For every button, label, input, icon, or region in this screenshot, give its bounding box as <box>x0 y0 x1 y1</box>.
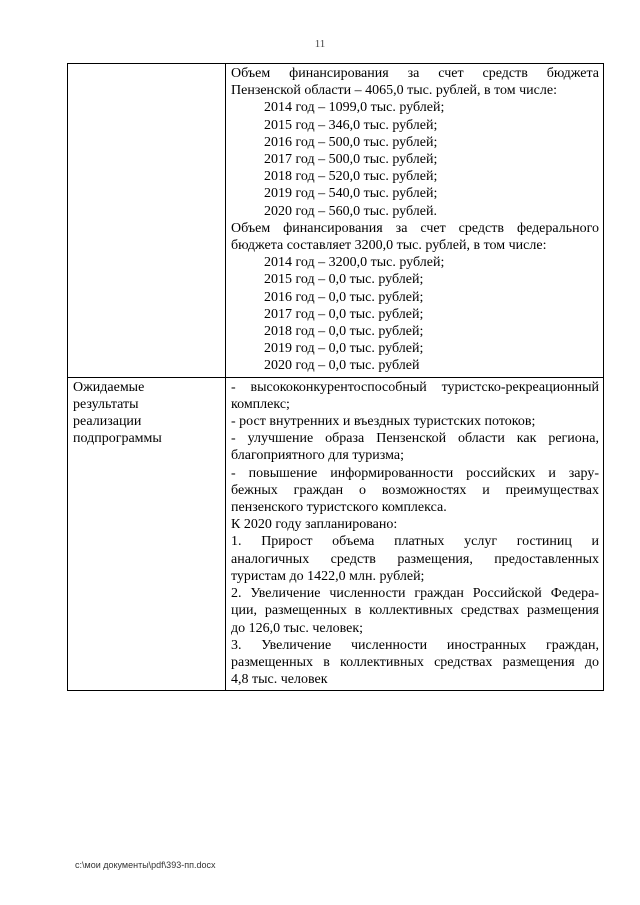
planned-item-3-cont: размещенных в коллективных средствах размещения до <box>231 654 599 670</box>
subprogram-passport-table <box>67 63 604 691</box>
federal-year-2017: 2017 год – 0,0 тыс. рублей; <box>264 306 424 322</box>
regional-year-2019: 2019 год – 540,0 тыс. рублей; <box>264 186 438 202</box>
federal-year-2020: 2020 год – 0,0 тыс. рублей <box>264 358 420 374</box>
regional-year-2018: 2018 год – 520,0 тыс. рублей; <box>264 169 438 185</box>
results-content-cell <box>226 377 604 691</box>
regional-year-2020: 2020 год – 560,0 тыс. рублей. <box>264 203 437 219</box>
federal-financing-intro: Объем финансирования за счет средств федерального <box>231 220 599 236</box>
results-label-cell <box>68 377 226 691</box>
result-item-awareness-end: пензенского туристского комплекса. <box>231 500 447 516</box>
regional-financing-intro: Объем финансирования за счет средств бюджета <box>231 66 599 81</box>
federal-year-2018: 2018 год – 0,0 тыс. рублей; <box>264 324 424 340</box>
federal-year-2015: 2015 год – 0,0 тыс. рублей; <box>264 272 424 288</box>
planned-item-2-end: до 126,0 тыс. человек; <box>231 620 364 636</box>
result-item-complex-end: комплекс; <box>231 396 290 412</box>
result-item-awareness-cont: бежных граждан о возможностях и преимуществах <box>231 482 599 498</box>
regional-year-2014: 2014 год – 1099,0 тыс. рублей; <box>264 100 445 116</box>
results-label-line: Ожидаемые <box>73 379 145 395</box>
planned-item-1-cont: аналогичных средств размещения, предоставленных <box>231 551 599 567</box>
page-number: 11 <box>314 38 326 50</box>
financing-row <box>68 64 604 378</box>
regional-year-2015: 2015 год – 346,0 тыс. рублей; <box>264 117 438 133</box>
financing-content-cell <box>226 64 604 378</box>
federal-financing-total: бюджета составляет 3200,0 тыс. рублей, в том числе: <box>231 238 547 254</box>
result-item-awareness: - повышение информированности российских и зару- <box>231 465 599 481</box>
document-file-path: c:\мои документы\pdf\393-пп.docx <box>75 860 216 870</box>
results-label-line: результаты <box>73 396 139 412</box>
results-row <box>68 377 604 691</box>
result-item-complex: - высококонкурентоспособный туристско-рекреационный <box>231 379 599 395</box>
results-label-line: реализации <box>73 414 142 430</box>
regional-financing-total: Пензенской области – 4065,0 тыс. рублей, в том числе: <box>231 83 557 99</box>
federal-year-2016: 2016 год – 0,0 тыс. рублей; <box>264 289 424 305</box>
result-item-region-image: - улучшение образа Пензенской области как региона, <box>231 431 599 447</box>
result-item-tourist-flows: - рост внутренних и въездных туристских потоков; <box>231 414 536 430</box>
planned-by-2020-heading: К 2020 году запланировано: <box>231 517 398 533</box>
result-item-region-image-end: благоприятного для туризма; <box>231 448 404 464</box>
regional-year-2017: 2017 год – 500,0 тыс. рублей; <box>264 152 438 168</box>
planned-item-1: 1. Прирост объема платных услуг гостиниц и <box>231 534 599 550</box>
financing-label-cell <box>68 64 226 378</box>
federal-year-2019: 2019 год – 0,0 тыс. рублей; <box>264 341 424 357</box>
planned-item-2-cont: ции, размещенных в коллективных средствах размещения <box>231 603 599 619</box>
planned-item-3-end: 4,8 тыс. человек <box>231 672 328 688</box>
planned-item-3: 3. Увеличение численности иностранных граждан, <box>231 637 599 653</box>
planned-item-1-end: туристам до 1422,0 млн. рублей; <box>231 568 425 584</box>
results-label-line: подпрограммы <box>73 431 162 447</box>
federal-year-2014: 2014 год – 3200,0 тыс. рублей; <box>264 255 445 271</box>
planned-item-2: 2. Увеличение численности граждан Российской Федера- <box>231 586 599 602</box>
regional-year-2016: 2016 год – 500,0 тыс. рублей; <box>264 134 438 150</box>
